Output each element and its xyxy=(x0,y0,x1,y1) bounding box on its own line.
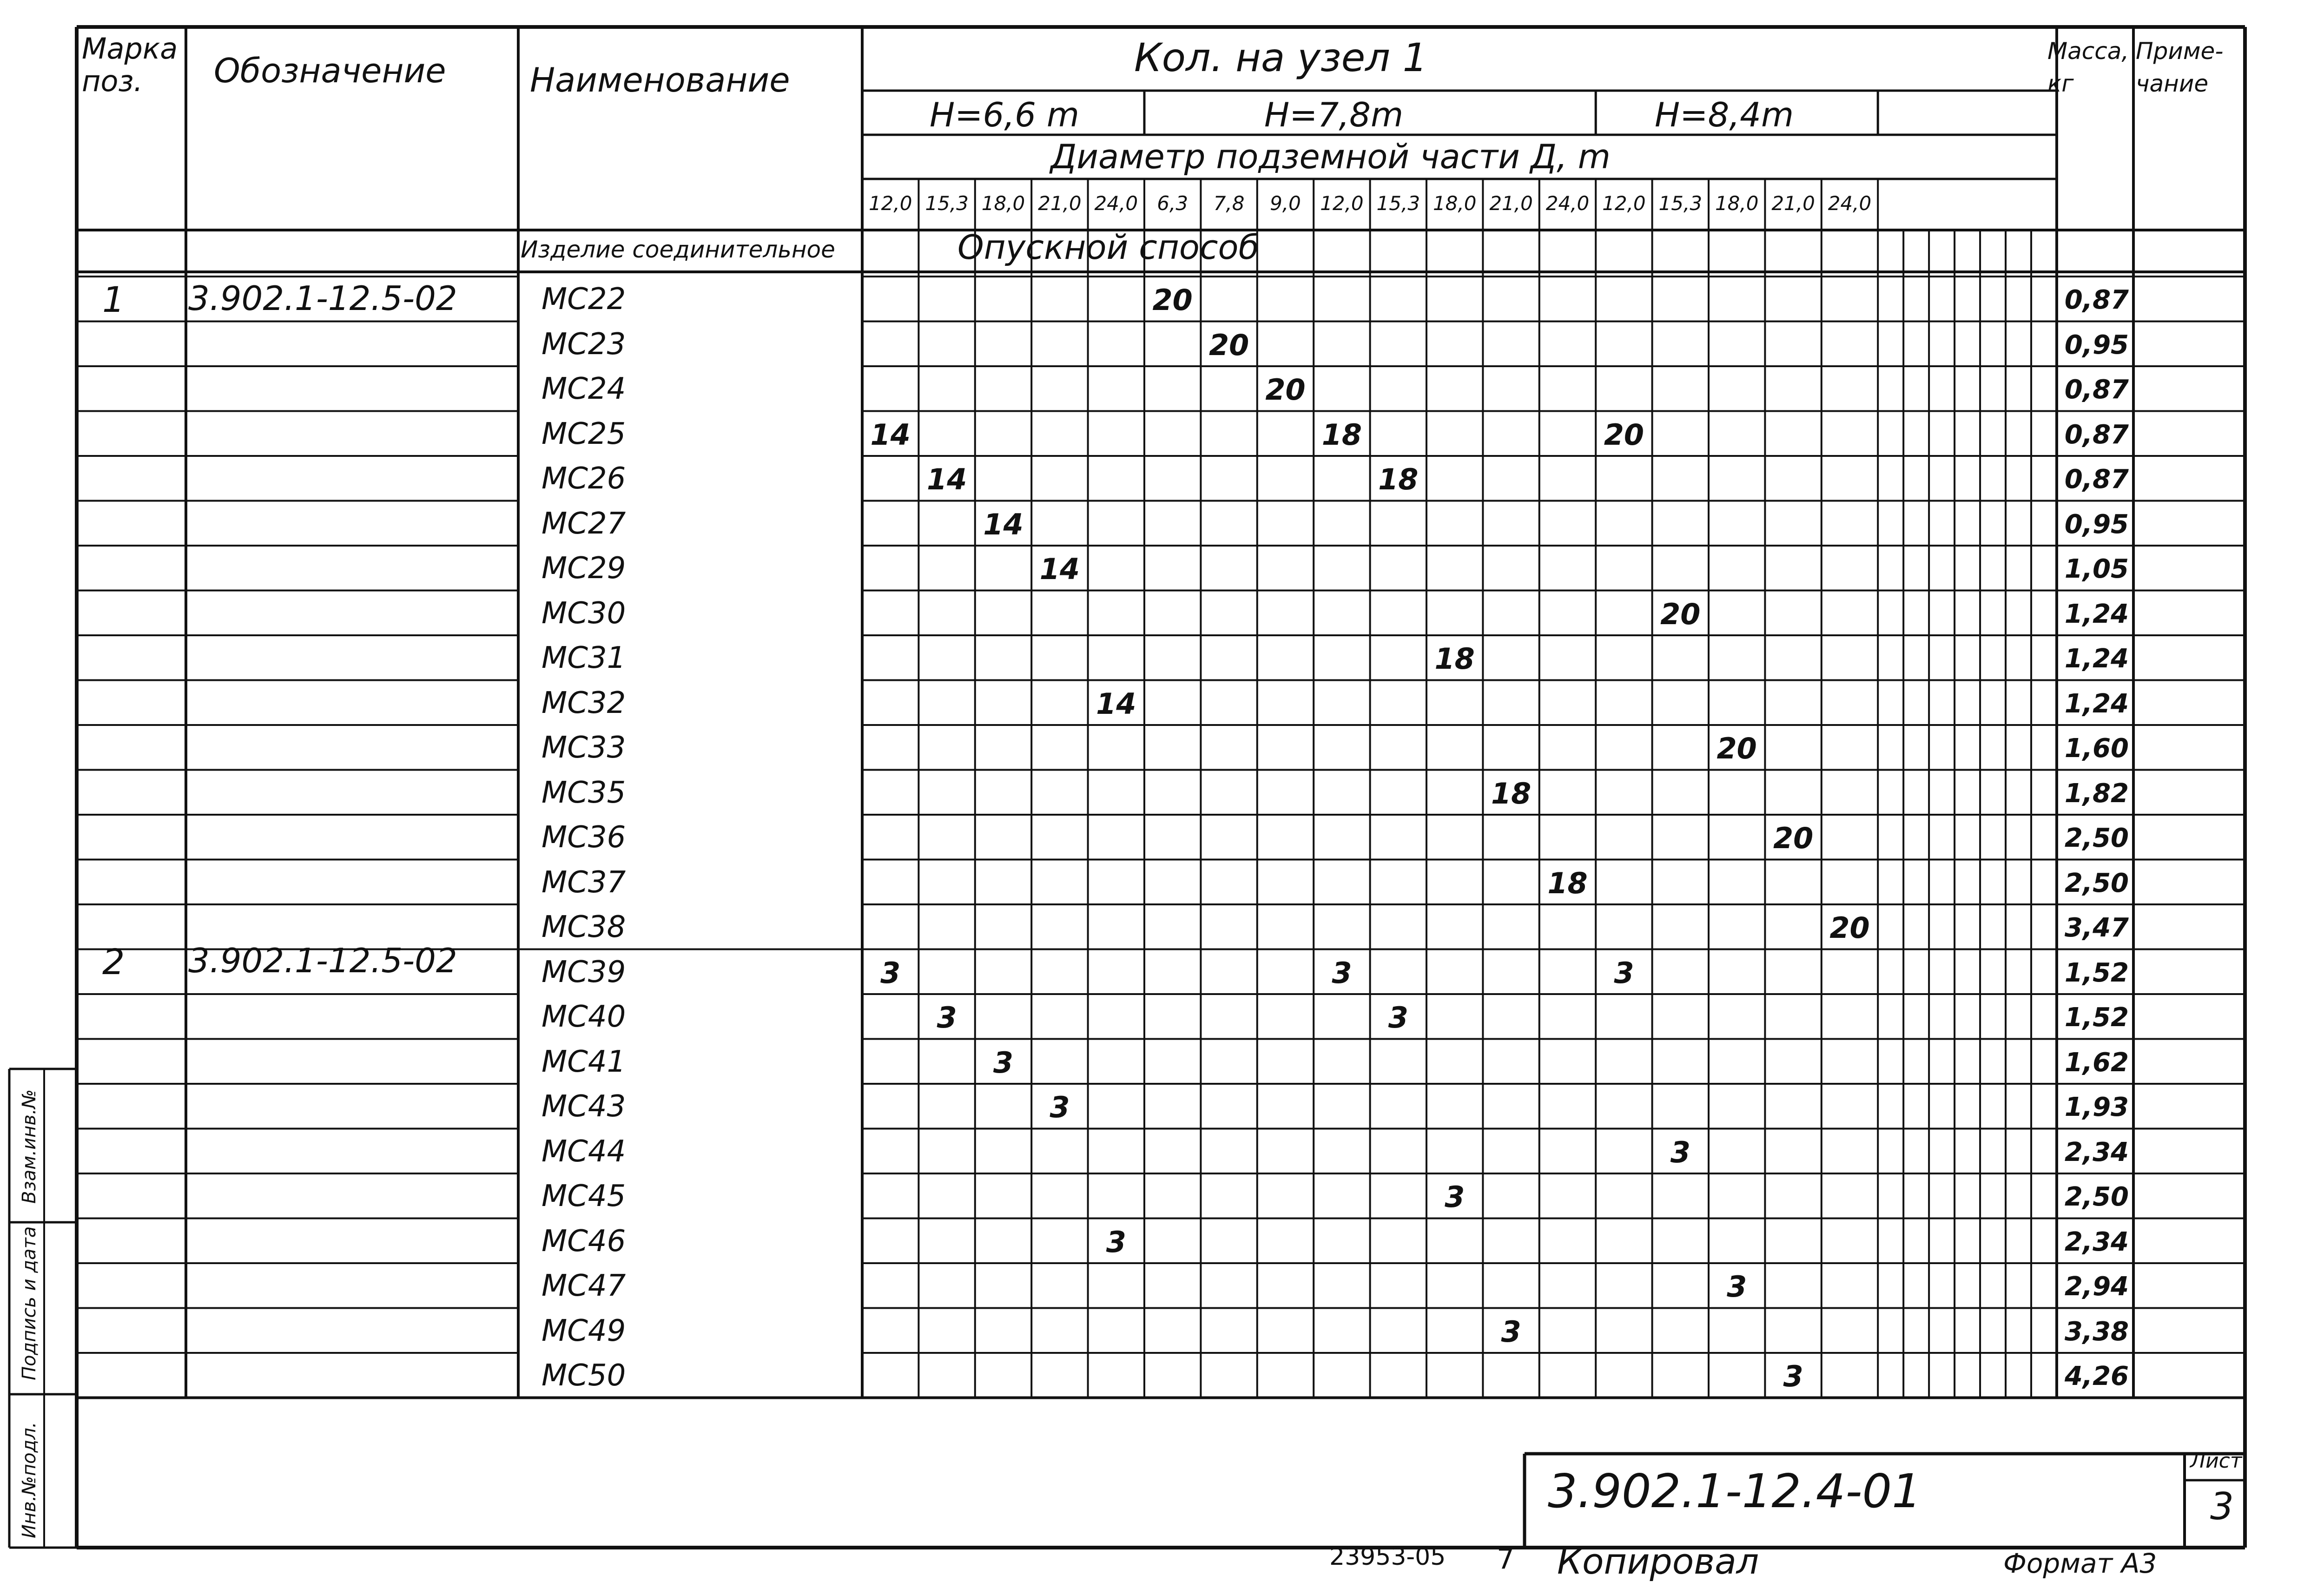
qty-cell: 14 xyxy=(1096,686,1136,721)
footer-copied: Копировал xyxy=(1557,1541,1759,1582)
row-name: МС23 xyxy=(541,327,626,362)
sheet-label: Лист xyxy=(2190,1449,2242,1473)
diameter-header-cell: 24,0 xyxy=(1094,192,1138,215)
row-name: МС47 xyxy=(541,1269,626,1303)
qty-cell: 3 xyxy=(1445,1180,1465,1214)
row-name: МС36 xyxy=(541,820,626,855)
side-stamp-inv: Инв.№подл. xyxy=(19,1422,40,1538)
row-name: МС35 xyxy=(541,775,626,810)
row-mass: 0,87 xyxy=(2064,464,2129,494)
diameter-header-cell: 15,3 xyxy=(1658,192,1703,215)
group-2-mark: 2 xyxy=(102,941,125,982)
qty-cell: 3 xyxy=(937,1001,957,1035)
header-mark: Марка поз. xyxy=(82,32,178,98)
qty-cell: 18 xyxy=(1434,642,1475,676)
qty-cell: 18 xyxy=(1547,866,1588,900)
group-2-designation: 3.902.1-12.5-02 xyxy=(188,941,457,980)
footer-format: Формат А3 xyxy=(2003,1548,2157,1579)
row-mass: 4,26 xyxy=(2064,1361,2129,1391)
row-mass: 1,52 xyxy=(2064,957,2129,988)
qty-cell: 3 xyxy=(1727,1270,1747,1304)
diameter-title: Диаметр подземной части Д, m xyxy=(1050,137,1611,176)
row-name: МС44 xyxy=(541,1134,626,1169)
row-name: МС46 xyxy=(541,1224,626,1259)
row-name: МС31 xyxy=(541,641,626,675)
row-mass: 1,93 xyxy=(2064,1092,2129,1122)
header-name: Наименование xyxy=(530,60,790,99)
row-mass: 1,82 xyxy=(2064,778,2129,809)
row-name: МС33 xyxy=(541,731,626,765)
row-name: МС29 xyxy=(541,551,626,586)
doc-number: 3.902.1-12.4-01 xyxy=(1548,1464,1921,1518)
qty-cell: 20 xyxy=(1604,417,1644,452)
row-name: МС41 xyxy=(541,1044,626,1079)
diameter-header-cell: 12,0 xyxy=(1602,192,1646,215)
row-mass: 1,24 xyxy=(2064,599,2129,629)
row-name: МС32 xyxy=(541,685,626,720)
footer-code: 23953-05 xyxy=(1329,1543,1446,1571)
diameter-header-cell: 21,0 xyxy=(1771,192,1815,215)
side-stamp-replace: Взам.инв.№ xyxy=(19,1089,40,1204)
diameter-header-cell: 18,0 xyxy=(1715,192,1759,215)
group-1-designation: 3.902.1-12.5-02 xyxy=(188,279,457,318)
row-mass: 0,87 xyxy=(2064,419,2129,450)
row-name: МС30 xyxy=(541,596,626,631)
row-mass: 1,24 xyxy=(2064,688,2129,719)
row-mass: 2,50 xyxy=(2064,823,2129,853)
row-mass: 3,47 xyxy=(2064,913,2129,943)
qty-cell: 3 xyxy=(1783,1359,1803,1393)
group-1-mark: 1 xyxy=(102,279,125,320)
height-group-1: H=6,6 m xyxy=(930,95,1079,134)
qty-cell: 20 xyxy=(1208,328,1249,362)
row-mass: 0,95 xyxy=(2064,330,2129,360)
qty-cell: 3 xyxy=(1050,1090,1070,1124)
qty-cell: 20 xyxy=(1829,911,1870,945)
diameter-header-cell: 7,8 xyxy=(1213,192,1245,215)
row-mass: 2,34 xyxy=(2064,1137,2129,1167)
row-mass: 0,87 xyxy=(2064,375,2129,405)
qty-cell: 20 xyxy=(1717,732,1757,765)
diameter-header-cell: 18,0 xyxy=(981,192,1025,215)
qty-cell: 20 xyxy=(1660,597,1701,631)
qty-cell: 14 xyxy=(926,462,967,496)
header-designation: Обозначение xyxy=(214,51,446,90)
qty-cell: 20 xyxy=(1152,283,1193,317)
row-mass: 3,38 xyxy=(2064,1316,2129,1347)
header-mass: Масса, кг xyxy=(2047,38,2129,97)
qty-cell: 3 xyxy=(1614,956,1634,990)
row-mass: 1,62 xyxy=(2064,1047,2129,1078)
qty-cell: 20 xyxy=(1773,821,1814,855)
row-name: МС24 xyxy=(541,372,626,406)
row-name: МС50 xyxy=(541,1358,626,1393)
qty-cell: 3 xyxy=(1332,956,1352,990)
row-mass: 1,52 xyxy=(2064,1002,2129,1033)
diameter-header-cell: 21,0 xyxy=(1489,192,1533,215)
diameter-header-cell: 15,3 xyxy=(1376,192,1420,215)
diameter-header-cell: 9,0 xyxy=(1270,192,1301,215)
row-name: МС39 xyxy=(541,955,626,989)
height-group-2: H=7,8m xyxy=(1264,95,1404,134)
row-name: МС22 xyxy=(541,282,626,316)
row-name: МС37 xyxy=(541,865,626,900)
qty-cell: 3 xyxy=(880,956,901,990)
row-mass: 1,05 xyxy=(2064,554,2129,584)
qty-cell: 3 xyxy=(993,1045,1014,1080)
row-name: МС43 xyxy=(541,1089,626,1124)
diameter-header-cell: 24,0 xyxy=(1828,192,1872,215)
qty-cell: 14 xyxy=(983,507,1023,541)
diameter-header-cell: 21,0 xyxy=(1038,192,1082,215)
row-mass: 1,60 xyxy=(2064,733,2129,764)
row-mass: 1,24 xyxy=(2064,644,2129,674)
qty-cell: 20 xyxy=(1265,373,1306,407)
row-name: МС38 xyxy=(541,910,626,944)
row-mass: 0,87 xyxy=(2064,285,2129,315)
qty-cell: 3 xyxy=(1501,1314,1521,1349)
row-mass: 2,34 xyxy=(2064,1226,2129,1257)
header-qty-title: Кол. на узел 1 xyxy=(1134,35,1428,80)
row-name: МС40 xyxy=(541,1000,626,1034)
header-note: Приме- чание xyxy=(2136,38,2224,97)
qty-cell: 3 xyxy=(1388,1001,1408,1035)
sheet-number: 3 xyxy=(2210,1485,2234,1528)
diameter-header-cell: 18,0 xyxy=(1433,192,1477,215)
diameter-header-cell: 12,0 xyxy=(868,192,912,215)
qty-cell: 14 xyxy=(1039,552,1080,586)
qty-cell: 3 xyxy=(1670,1135,1690,1169)
row-mass: 2,50 xyxy=(2064,868,2129,898)
diameter-header-cell: 24,0 xyxy=(1545,192,1590,215)
qty-cell: 18 xyxy=(1321,417,1362,452)
qty-cell: 18 xyxy=(1491,776,1532,811)
qty-cell: 18 xyxy=(1378,462,1419,496)
diameter-header-cell: 6,3 xyxy=(1157,192,1188,215)
row-name: МС25 xyxy=(541,416,626,451)
diameter-header-cell: 12,0 xyxy=(1320,192,1364,215)
row-mass: 2,50 xyxy=(2064,1182,2129,1212)
side-stamp-sign: Подпись и дата xyxy=(19,1226,40,1380)
row-mass: 0,95 xyxy=(2064,509,2129,540)
row-name: МС45 xyxy=(541,1179,626,1213)
product-label: Изделие соединительное xyxy=(521,236,835,263)
diameter-header-cell: 15,3 xyxy=(925,192,969,215)
row-name: МС26 xyxy=(541,461,626,496)
row-name: МС27 xyxy=(541,506,626,541)
row-name: МС49 xyxy=(541,1313,626,1348)
method-label: Опускной способ xyxy=(957,228,1259,267)
qty-cell: 14 xyxy=(870,417,911,452)
footer-num: 7 xyxy=(1497,1543,1515,1575)
height-group-3: H=8,4m xyxy=(1655,95,1794,134)
row-mass: 2,94 xyxy=(2064,1272,2129,1302)
qty-cell: 3 xyxy=(1106,1225,1126,1259)
